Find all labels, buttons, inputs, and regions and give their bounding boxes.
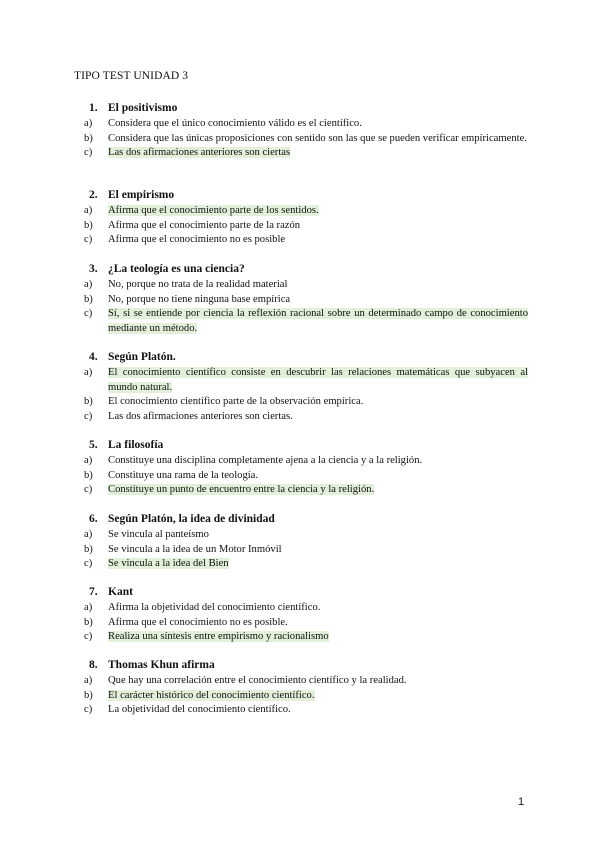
page-number: 1 — [518, 796, 525, 808]
question-block — [84, 585, 528, 645]
question-title: Kant — [108, 586, 133, 598]
question-heading — [84, 350, 528, 365]
option-letter: b) — [84, 293, 93, 305]
option-letter: b) — [84, 616, 93, 628]
option-letter: a) — [84, 529, 93, 540]
option-text-container — [108, 674, 528, 689]
question-block — [84, 438, 528, 498]
option-letter: b) — [84, 543, 93, 555]
answer-option — [84, 528, 528, 543]
question-block — [84, 101, 528, 161]
option-text-container — [108, 483, 528, 498]
option-letter: a) — [84, 279, 93, 290]
answer-option — [84, 410, 528, 425]
option-text: La objetividad del conocimiento científico. — [108, 704, 291, 716]
option-letter: c) — [84, 704, 93, 716]
question-number: 2. — [89, 189, 98, 201]
option-text: No, porque no trata de la realidad material — [108, 279, 288, 290]
option-letter: a) — [84, 118, 93, 129]
question-heading — [84, 188, 528, 203]
question-title: Según Platón. — [108, 351, 176, 363]
option-text-container — [108, 557, 528, 572]
answer-option — [84, 483, 528, 498]
answer-option — [84, 366, 528, 395]
option-text-container — [108, 132, 528, 147]
question-title: El positivismo — [108, 102, 178, 114]
option-text-container — [108, 630, 528, 645]
option-text-container — [108, 469, 528, 484]
option-letter: c) — [84, 558, 93, 570]
option-text-highlighted: El conocimiento científico consiste en descubrir las relaciones matemáticas que subyacen al mundo natural. — [108, 367, 528, 393]
option-text: Las dos afirmaciones anteriores son ciertas. — [108, 410, 293, 422]
answer-option — [84, 630, 528, 645]
question-number: 8. — [89, 659, 98, 671]
question-heading — [84, 438, 528, 453]
option-text: Que hay una correlación entre el conocimiento científico y la realidad. — [108, 675, 407, 686]
answer-option — [84, 557, 528, 572]
answer-option — [84, 204, 528, 219]
answer-option — [84, 469, 528, 484]
option-text-container — [108, 454, 528, 469]
option-text-container — [108, 616, 528, 631]
question-title: ¿La teología es una ciencia? — [108, 263, 245, 275]
question-heading — [84, 585, 528, 600]
option-text-container — [108, 233, 528, 248]
option-letter: a) — [84, 367, 93, 378]
question-title: Thomas Khun afirma — [108, 659, 215, 671]
option-letter: b) — [84, 396, 93, 408]
question-title: El empirismo — [108, 189, 175, 201]
answer-option — [84, 146, 528, 161]
question-block — [84, 262, 528, 336]
option-text-highlighted: Las dos afirmaciones anteriores son ciertas — [108, 147, 291, 159]
answer-option — [84, 132, 528, 147]
option-text-container — [108, 117, 528, 132]
question-number: 7. — [89, 586, 98, 598]
document-title: TIPO TEST UNIDAD 3 — [74, 70, 189, 82]
option-letter: b) — [84, 219, 93, 231]
option-text: Afirma que el conocimiento no es posible — [108, 234, 286, 246]
option-text-container — [108, 543, 528, 558]
option-letter: a) — [84, 205, 93, 216]
option-letter: c) — [84, 308, 93, 320]
option-text-container — [108, 293, 528, 308]
question-heading — [84, 262, 528, 277]
option-text-container — [108, 601, 528, 616]
option-text-container — [108, 204, 528, 219]
question-heading — [84, 101, 528, 116]
option-text-highlighted: Afirma que el conocimiento parte de los sentidos. — [108, 205, 319, 216]
option-letter: c) — [84, 234, 93, 246]
question-title: La filosofía — [108, 439, 164, 451]
option-text-container — [108, 146, 528, 161]
option-text-container — [108, 703, 528, 718]
question-title: Según Platón, la idea de divinidad — [108, 513, 275, 525]
option-letter: c) — [84, 631, 93, 643]
question-block — [84, 188, 528, 248]
option-letter: c) — [84, 147, 93, 159]
option-letter: a) — [84, 602, 93, 613]
option-text: Afirma la objetividad del conocimiento científico. — [108, 602, 321, 613]
option-text: No, porque no tiene ninguna base empírica — [108, 293, 291, 305]
option-text: Considera que el único conocimiento válido es el científico. — [108, 118, 362, 129]
option-text: Constituye una rama de la teología. — [108, 469, 259, 481]
option-text: El conocimiento científico parte de la observación empírica. — [108, 396, 364, 408]
option-letter: c) — [84, 484, 93, 496]
option-text-highlighted: Sí, si se entiende por ciencia la reflexión racional sobre un determinado campo de conocimiento mediante un método. — [108, 308, 528, 334]
option-text: Se vincula al panteísmo — [108, 529, 209, 540]
option-letter: a) — [84, 455, 93, 466]
answer-option — [84, 219, 528, 234]
option-letter: c) — [84, 410, 93, 422]
answer-option — [84, 278, 528, 293]
answer-option — [84, 689, 528, 704]
option-text-highlighted: Se vincula a la idea del Bien — [108, 558, 229, 570]
question-number: 1. — [89, 102, 98, 114]
question-block — [84, 658, 528, 718]
answer-option — [84, 293, 528, 308]
option-text: Afirma que el conocimiento no es posible. — [108, 616, 288, 628]
option-text: Afirma que el conocimiento parte de la razón — [108, 219, 301, 231]
option-text-container — [108, 366, 528, 395]
question-number: 3. — [89, 263, 98, 275]
option-text-container — [108, 528, 528, 543]
option-letter: a) — [84, 675, 93, 686]
option-text-container — [108, 395, 528, 410]
option-text-container — [108, 689, 528, 704]
option-text: Considera que las únicas proposiciones con sentido son las que se pueden verificar empíricamente. — [108, 132, 527, 144]
answer-option — [84, 674, 528, 689]
answer-option — [84, 395, 528, 410]
option-text-container — [108, 219, 528, 234]
question-block — [84, 512, 528, 572]
answer-option — [84, 601, 528, 616]
option-letter: b) — [84, 689, 93, 701]
option-text-highlighted: Realiza una síntesis entre empirismo y racionalismo — [108, 631, 329, 643]
answer-option — [84, 703, 528, 718]
option-letter: b) — [84, 132, 93, 144]
answer-option — [84, 233, 528, 248]
answer-option — [84, 616, 528, 631]
answer-option — [84, 307, 528, 336]
option-text-container — [108, 307, 528, 336]
question-block — [84, 350, 528, 424]
option-letter: b) — [84, 469, 93, 481]
question-number: 6. — [89, 513, 98, 525]
answer-option — [84, 454, 528, 469]
answer-option — [84, 117, 528, 132]
option-text: Se vincula a la idea de un Motor Inmóvil — [108, 543, 282, 555]
question-number: 4. — [89, 351, 98, 363]
question-heading — [84, 512, 528, 527]
option-text-highlighted: Constituye un punto de encuentro entre la ciencia y la religión. — [108, 484, 375, 496]
answer-option — [84, 543, 528, 558]
question-number: 5. — [89, 439, 98, 451]
option-text: Constituye una disciplina completamente ajena a la ciencia y a la religión. — [108, 455, 423, 466]
option-text-highlighted: El carácter histórico del conocimiento científico. — [108, 689, 315, 701]
question-heading — [84, 658, 528, 673]
option-text-container — [108, 278, 528, 293]
option-text-container — [108, 410, 528, 425]
